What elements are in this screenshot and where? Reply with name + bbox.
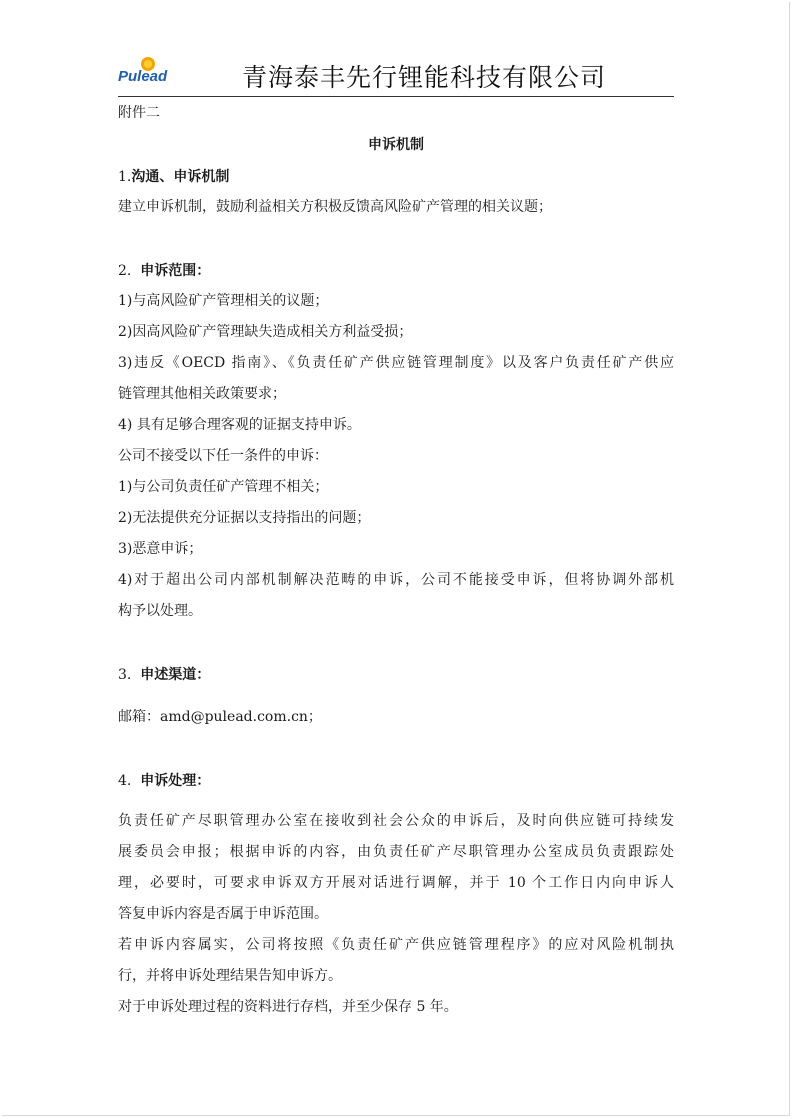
email-line: 邮箱：amd@pulead.com.cn； — [118, 709, 322, 725]
list-item: 2)因高风险矿产管理缺失造成相关方利益受损； — [118, 324, 413, 340]
paragraph-line: 若申诉内容属实，公司将按照《负责任矿产供应链管理程序》的应对风险机制执 — [118, 937, 674, 953]
paragraph-line: 展委员会申报；根据申诉的内容，由负责任矿产尽职管理办公室成员负责跟踪处 — [118, 844, 674, 860]
list-item: 3)恶意申诉； — [118, 541, 203, 557]
section-3-heading — [118, 664, 210, 684]
list-item: 4) 具有足够合理客观的证据支持申诉。 — [118, 417, 361, 433]
paragraph-line: 负责任矿产尽职管理办公室在接收到社会公众的申诉后，及时向供应链可持续发 — [118, 813, 674, 829]
paragraph-line: 理，必要时，可要求申诉双方开展对话进行调解，并于 10 个工作日内向申诉人 — [118, 875, 674, 891]
section-number: 3. — [118, 667, 132, 683]
section-number: 2. — [118, 263, 132, 279]
list-item: 1)与公司负责任矿产管理不相关； — [118, 479, 329, 495]
company-name: 青海泰丰先行锂能科技有限公司 — [241, 63, 606, 92]
list-item: 1)与高风险矿产管理相关的议题； — [118, 293, 329, 309]
section-4-heading — [118, 770, 210, 790]
section-title: 申述渠道： — [140, 667, 211, 683]
section-title: 沟通、申诉机制 — [131, 169, 230, 185]
section-title: 申诉处理： — [140, 773, 211, 789]
section-title: 申诉范围： — [140, 263, 211, 279]
document-title: 申诉机制 — [368, 137, 424, 153]
list-item: 3)违反《OECD 指南》、《负责任矿产供应链管理制度》以及客户负责任矿产供应 — [118, 355, 674, 371]
list-item: 2)无法提供充分证据以支持指出的问题； — [118, 510, 371, 526]
section-2-heading — [118, 260, 210, 280]
list-item: 构予以处理。 — [118, 603, 202, 619]
logo-text: Pulead — [118, 68, 168, 85]
section-1-heading — [118, 166, 229, 186]
section-number: 1. — [118, 169, 132, 185]
paragraph: 建立申诉机制，鼓励利益相关方积极反馈高风险矿产管理的相关议题； — [118, 199, 552, 215]
page-header — [118, 52, 674, 97]
paragraph-line: 答复申诉内容是否属于申诉范围。 — [118, 906, 328, 922]
paragraph: 公司不接受以下任一条件的申诉： — [118, 448, 328, 464]
section-number: 4. — [118, 773, 132, 789]
paragraph-line: 行，并将申诉处理结果告知申诉方。 — [118, 968, 342, 984]
paragraph-line: 对于申诉处理过程的资料进行存档，并至少保存 5 年。 — [118, 999, 458, 1015]
list-item: 链管理其他相关政策要求； — [118, 386, 286, 402]
list-item: 4)对于超出公司内部机制解决范畴的申诉，公司不能接受申诉，但将协调外部机 — [118, 572, 674, 588]
attachment-label: 附件二 — [118, 105, 160, 121]
